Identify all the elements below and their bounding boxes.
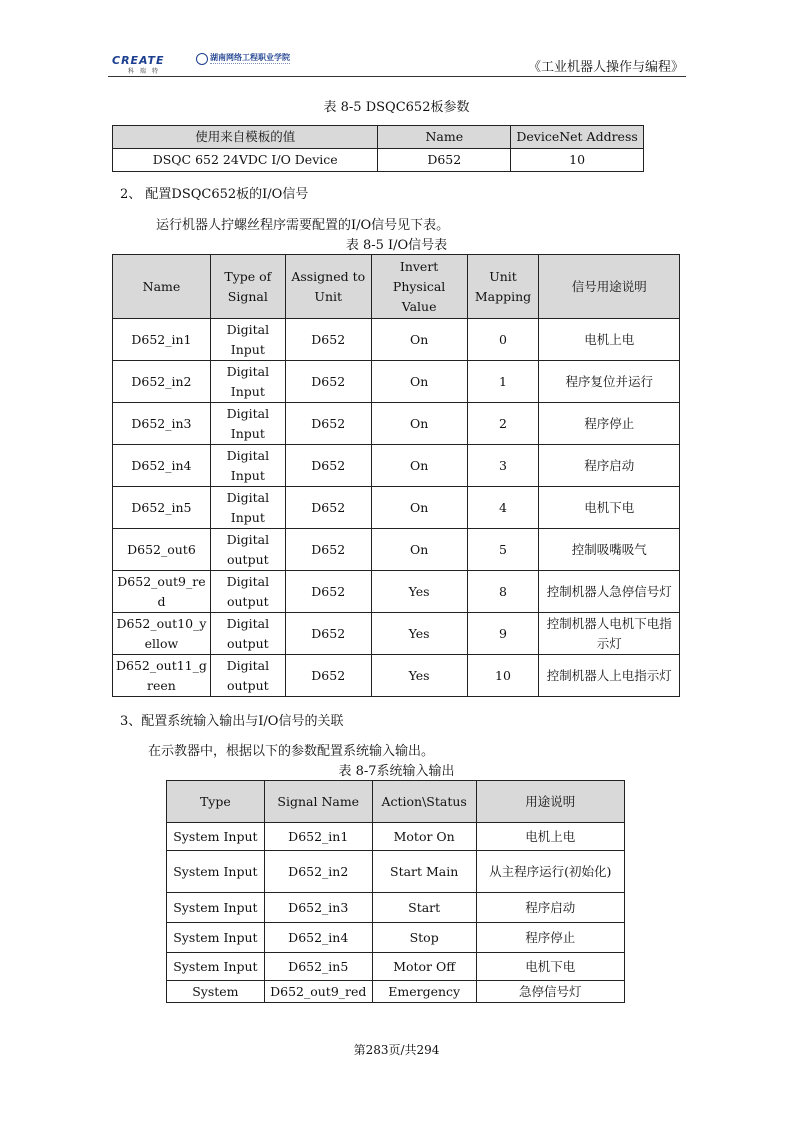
table-cell: D652_in2 [113, 361, 211, 403]
table-row [113, 571, 680, 613]
table-cell: On [371, 361, 467, 403]
table-row [113, 487, 680, 529]
table-row [113, 613, 680, 655]
table-cell: 控制机器人电机下电指示灯 [539, 613, 680, 655]
column-header: Invert Physical Value [371, 255, 467, 319]
table-cell: D652 [285, 445, 371, 487]
table-row [113, 445, 680, 487]
io-signal-table [112, 254, 680, 697]
section3-heading: 3、配置系统输入输出与I/O信号的关联 [120, 714, 344, 729]
table-cell: Motor On [372, 823, 476, 851]
table-cell: 9 [467, 613, 539, 655]
table-row [113, 529, 680, 571]
table-cell: D652_in5 [264, 953, 372, 981]
table-cell: D652_in2 [264, 851, 372, 893]
table-cell: D652 [285, 571, 371, 613]
board-params-table [112, 125, 644, 172]
column-header: 用途说明 [476, 781, 624, 823]
table-cell: Start Main [372, 851, 476, 893]
table-cell: System Input [167, 893, 265, 923]
table-cell: 电机下电 [476, 953, 624, 981]
table-cell: D652_out6 [113, 529, 211, 571]
table-cell: DSQC 652 24VDC I/O Device [113, 149, 378, 172]
column-header: 信号用途说明 [539, 255, 680, 319]
table-cell: D652_out9_red [264, 981, 372, 1003]
table-cell: Digital output [210, 571, 285, 613]
table-cell: On [371, 319, 467, 361]
table-cell: On [371, 403, 467, 445]
table-cell: D652 [285, 613, 371, 655]
page-header [108, 48, 686, 77]
table-cell: 0 [467, 319, 539, 361]
table-cell: 2 [467, 403, 539, 445]
table-cell: 电机下电 [539, 487, 680, 529]
table-cell: System Input [167, 923, 265, 953]
column-header: Signal Name [264, 781, 372, 823]
table-cell: 程序停止 [539, 403, 680, 445]
school-logo-subline [210, 63, 290, 67]
table-cell: Yes [371, 655, 467, 697]
table-cell: System [167, 981, 265, 1003]
table-cell: D652_in4 [264, 923, 372, 953]
table-cell: 电机上电 [539, 319, 680, 361]
table-row [113, 319, 680, 361]
page-number: 第283页/共294 [353, 1043, 440, 1057]
table-cell: Digital Input [210, 361, 285, 403]
column-header: DeviceNet Address [511, 126, 644, 149]
column-header: Name [113, 255, 211, 319]
table-cell: 程序启动 [539, 445, 680, 487]
table-cell: Yes [371, 613, 467, 655]
table-cell: 控制吸嘴吸气 [539, 529, 680, 571]
column-header: 使用来自模板的值 [113, 126, 378, 149]
table3-caption: 表 8-7系统输入输出 [338, 764, 455, 779]
column-header: Type [167, 781, 265, 823]
table-row [113, 149, 644, 172]
table-cell: On [371, 487, 467, 529]
table-cell: 3 [467, 445, 539, 487]
table-cell: D652 [285, 487, 371, 529]
table-row [167, 823, 625, 851]
table-cell: 程序复位并运行 [539, 361, 680, 403]
table-header-row [167, 781, 625, 823]
table-cell: D652_in3 [113, 403, 211, 445]
table-cell: D652 [285, 529, 371, 571]
table-cell: D652_out9_red [113, 571, 211, 613]
table-cell: D652_out11_green [113, 655, 211, 697]
column-header: Unit Mapping [467, 255, 539, 319]
table-cell: D652 [285, 361, 371, 403]
table-cell: Digital Input [210, 487, 285, 529]
school-logo-icon [196, 53, 208, 65]
table-cell: 5 [467, 529, 539, 571]
table-header-row [113, 255, 680, 319]
create-logo: CREATE [112, 54, 165, 67]
school-logo: 湖南网络工程职业学院 [210, 53, 290, 62]
table-cell: 电机上电 [476, 823, 624, 851]
table-cell: D652_in1 [264, 823, 372, 851]
table-cell: D652 [378, 149, 511, 172]
table-cell: Yes [371, 571, 467, 613]
table-cell: Digital Input [210, 403, 285, 445]
section3-intro: 在示教器中，根据以下的参数配置系统输入输出。 [148, 744, 435, 759]
table-cell: D652_in4 [113, 445, 211, 487]
table-cell: Emergency [372, 981, 476, 1003]
table-row [167, 851, 625, 893]
table-row [167, 923, 625, 953]
table-cell: D652_out10_yellow [113, 613, 211, 655]
table-row [113, 403, 680, 445]
table-cell: System Input [167, 851, 265, 893]
section2-intro: 运行机器人拧螺丝程序需要配置的I/O信号见下表。 [156, 218, 450, 233]
table-header-row [113, 126, 644, 149]
table-cell: Start [372, 893, 476, 923]
table-cell: D652 [285, 655, 371, 697]
table-cell: 程序启动 [476, 893, 624, 923]
book-title: 《工业机器人操作与编程》 [527, 60, 684, 75]
column-header: Type of Signal [210, 255, 285, 319]
system-io-table [166, 780, 625, 1003]
table-row [167, 981, 625, 1003]
table2-caption: 表 8-5 I/O信号表 [345, 238, 448, 253]
table-cell: D652_in3 [264, 893, 372, 923]
table-cell: 10 [511, 149, 644, 172]
table-cell: 4 [467, 487, 539, 529]
table-cell: 8 [467, 571, 539, 613]
column-header: Action\Status [372, 781, 476, 823]
column-header: Name [378, 126, 511, 149]
table-cell: D652_in5 [113, 487, 211, 529]
table-cell: On [371, 529, 467, 571]
table-cell: Motor Off [372, 953, 476, 981]
column-header: Assigned to Unit [285, 255, 371, 319]
section2-heading: 2、 配置DSQC652板的I/O信号 [120, 187, 309, 202]
table1-caption: 表 8-5 DSQC652板参数 [323, 100, 470, 115]
table-cell: 控制机器人上电指示灯 [539, 655, 680, 697]
table-cell: 从主程序运行(初始化) [476, 851, 624, 893]
table-cell: Digital output [210, 529, 285, 571]
table-cell: 急停信号灯 [476, 981, 624, 1003]
table-cell: 10 [467, 655, 539, 697]
table-cell: Digital output [210, 613, 285, 655]
table-cell: D652 [285, 403, 371, 445]
table-cell: 1 [467, 361, 539, 403]
table-cell: System Input [167, 953, 265, 981]
table-cell: System Input [167, 823, 265, 851]
table-cell: 程序停止 [476, 923, 624, 953]
table-cell: Digital Input [210, 445, 285, 487]
table-cell: Digital output [210, 655, 285, 697]
table-cell: 控制机器人急停信号灯 [539, 571, 680, 613]
table-row [167, 893, 625, 923]
table-cell: Stop [372, 923, 476, 953]
table-row [113, 361, 680, 403]
table-cell: D652 [285, 319, 371, 361]
table-row [113, 655, 680, 697]
table-cell: On [371, 445, 467, 487]
table-cell: Digital Input [210, 319, 285, 361]
create-logo-subtext: 科 瑞 特 [128, 68, 160, 75]
table-row [167, 953, 625, 981]
table-cell: D652_in1 [113, 319, 211, 361]
